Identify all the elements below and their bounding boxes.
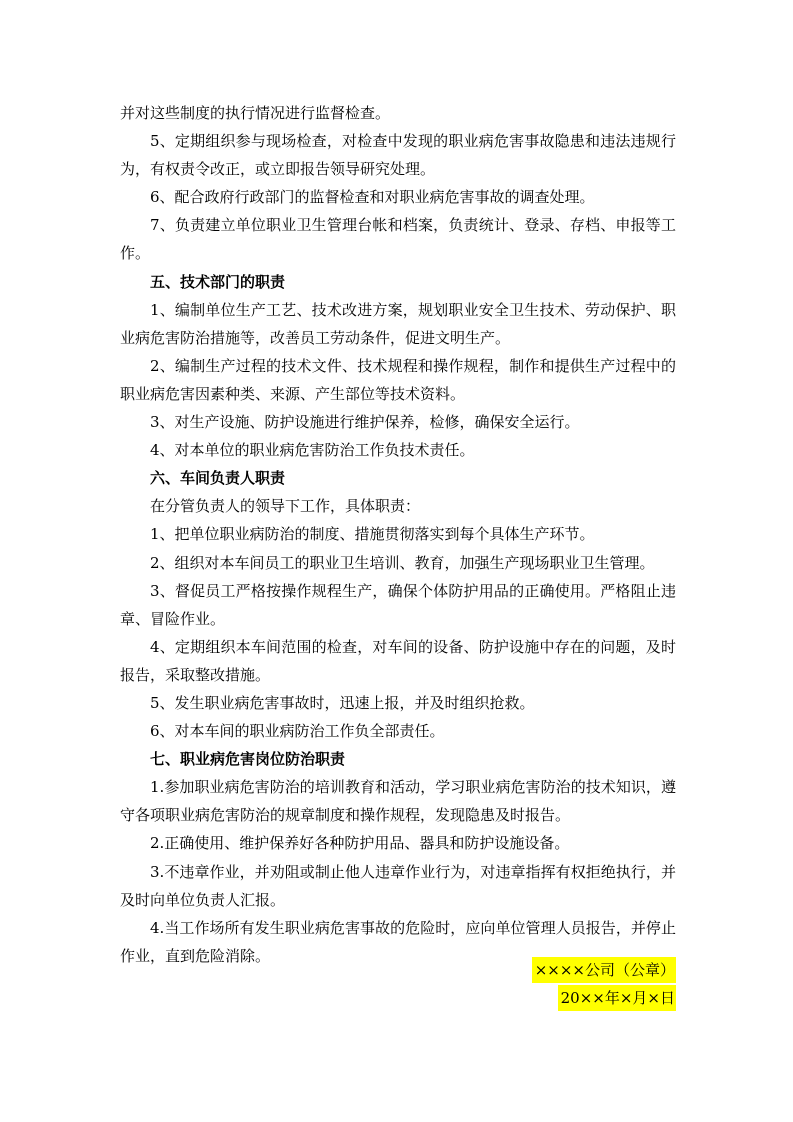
list-item: 在分管负责人的领导下工作，具体职责：: [150, 497, 421, 516]
company-seal-line: ××××公司（公章）: [532, 957, 676, 983]
list-item: 4、定期组织本车间范围的检查，对车间的设备、防护设施中存在的问题，及时报告，采取整改措施。: [120, 637, 676, 684]
section-heading: 六、车间负责人职责: [150, 469, 286, 488]
list-item: 2、编制生产过程的技术文件、技术规程和操作规程，制作和提供生产过程中的职业病危害因素种类、来源、产生部位等技术资料。: [120, 356, 676, 403]
list-item: 5、定期组织参与现场检查，对检查中发现的职业病危害事故隐患和违法违规行为，有权责令改正，或立即报告领导研究处理。: [120, 132, 676, 179]
list-item: 7、负责建立单位职业卫生管理台帐和档案，负责统计、登录、存档、申报等工作。: [120, 216, 676, 263]
list-item: 6、配合政府行政部门的监督检查和对职业病危害事故的调查处理。: [150, 188, 595, 207]
list-item: 2、组织对本车间员工的职业卫生培训、教育，加强生产现场职业卫生管理。: [150, 553, 655, 572]
list-item: 3.不违章作业，并劝阻或制止他人违章作业行为，对违章指挥有权拒绝执行，并及时向单位负责人汇报。: [120, 862, 676, 909]
signature-block: [532, 956, 676, 1012]
signature-date: 20××年×月×日: [558, 985, 676, 1011]
list-item: 4、对本单位的职业病危害防治工作负技术责任。: [150, 441, 475, 460]
list-item: 1、编制单位生产工艺、技术改进方案，规划职业安全卫生技术、劳动保护、职业病危害防治措施等，改善员工劳动条件，促进文明生产。: [120, 300, 676, 347]
list-item: 6、对本车间的职业病防治工作负全部责任。: [150, 722, 445, 741]
document-body: [120, 99, 676, 970]
list-item: 1.参加职业病危害防治的培训教育和活动，学习职业病危害防治的技术知识，遵守各项职业病危害防治的规章制度和操作规程，发现隐患及时报告。: [120, 778, 676, 825]
list-item: 4.当工作场所有发生职业病危害事故的危险时，应向单位管理人员报告，并停止作业，直到危险消除。: [120, 918, 676, 965]
list-item: 3、督促员工严格按操作规程生产，确保个体防护用品的正确使用。严格阻止违章、冒险作业。: [120, 581, 676, 628]
section-heading: 五、技术部门的职责: [150, 272, 286, 291]
list-item: 1、把单位职业病防治的制度、措施贯彻落实到每个具体生产环节。: [150, 525, 595, 544]
list-item: 3、对生产设施、防护设施进行维护保养，检修，确保安全运行。: [150, 413, 580, 432]
paragraph-continuation: 并对这些制度的执行情况进行监督检查。: [120, 104, 391, 122]
section-heading: 七、职业病危害岗位防治职责: [150, 750, 346, 769]
list-item: 5、发生职业病危害事故时，迅速上报，并及时组织抢救。: [150, 693, 535, 712]
list-item: 2.正确使用、维护保养好各种防护用品、器具和防护设施设备。: [150, 834, 570, 853]
